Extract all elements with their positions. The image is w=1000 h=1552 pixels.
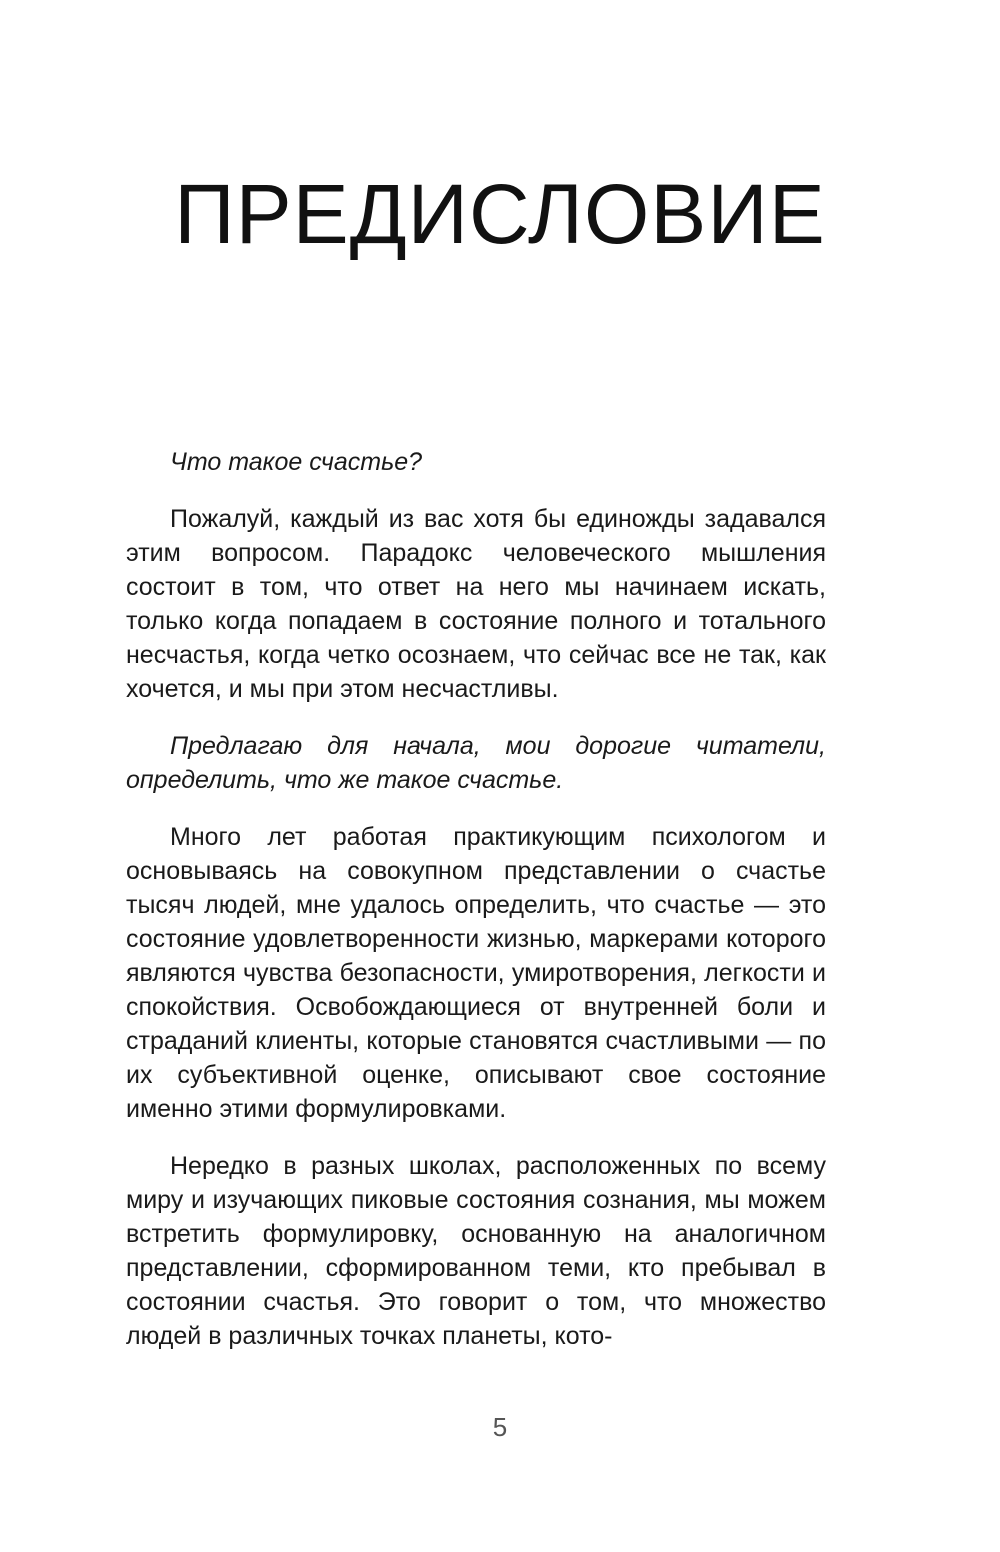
paragraph-schools: Нередко в разных школах, расположенных по всему миру и изучающих пиковые состояния сознания, мы можем встретить формулировку, основанную на аналогичном представлении, сформированном теми, кто пребывал в состоянии счастья. Это говорит о том, что множество людей в различных точках планеты, кото- <box>126 1152 826 1350</box>
chapter-title: ПРЕДИСЛОВИЕ <box>174 167 826 261</box>
body-text <box>126 445 826 1376</box>
paragraph-question: Что такое счастье? <box>170 448 423 476</box>
paragraph-proposal: Предлагаю для начала, мои дорогие читатели, определить, что же такое счастье. <box>126 732 826 794</box>
paragraph-definition: Много лет работая практикующим психологом и основываясь на совокупном представлении о счастье тысяч людей, мне удалось определить, что счастье — это состояние удовлетворенности жизнью, маркерами которого являются чувства безопасности, умиротворения, легкости и спокойствия. Освобождающиеся от внутренней боли и страданий клиенты, которые становятся счастливыми — по их субъективной оценке, описывают свое состояние именно этими формулировками. <box>126 823 826 1123</box>
paragraph-intro: Пожалуй, каждый из вас хотя бы единожды задавался этим вопросом. Парадокс человеческого мышления состоит в том, что ответ на него мы начинаем искать, только когда попадаем в состояние полного и тотального несчастья, когда четко осознаем, что сейчас все не так, как хочется, и мы при этом несчастливы. <box>126 505 826 703</box>
page-number: 5 <box>492 1412 508 1442</box>
